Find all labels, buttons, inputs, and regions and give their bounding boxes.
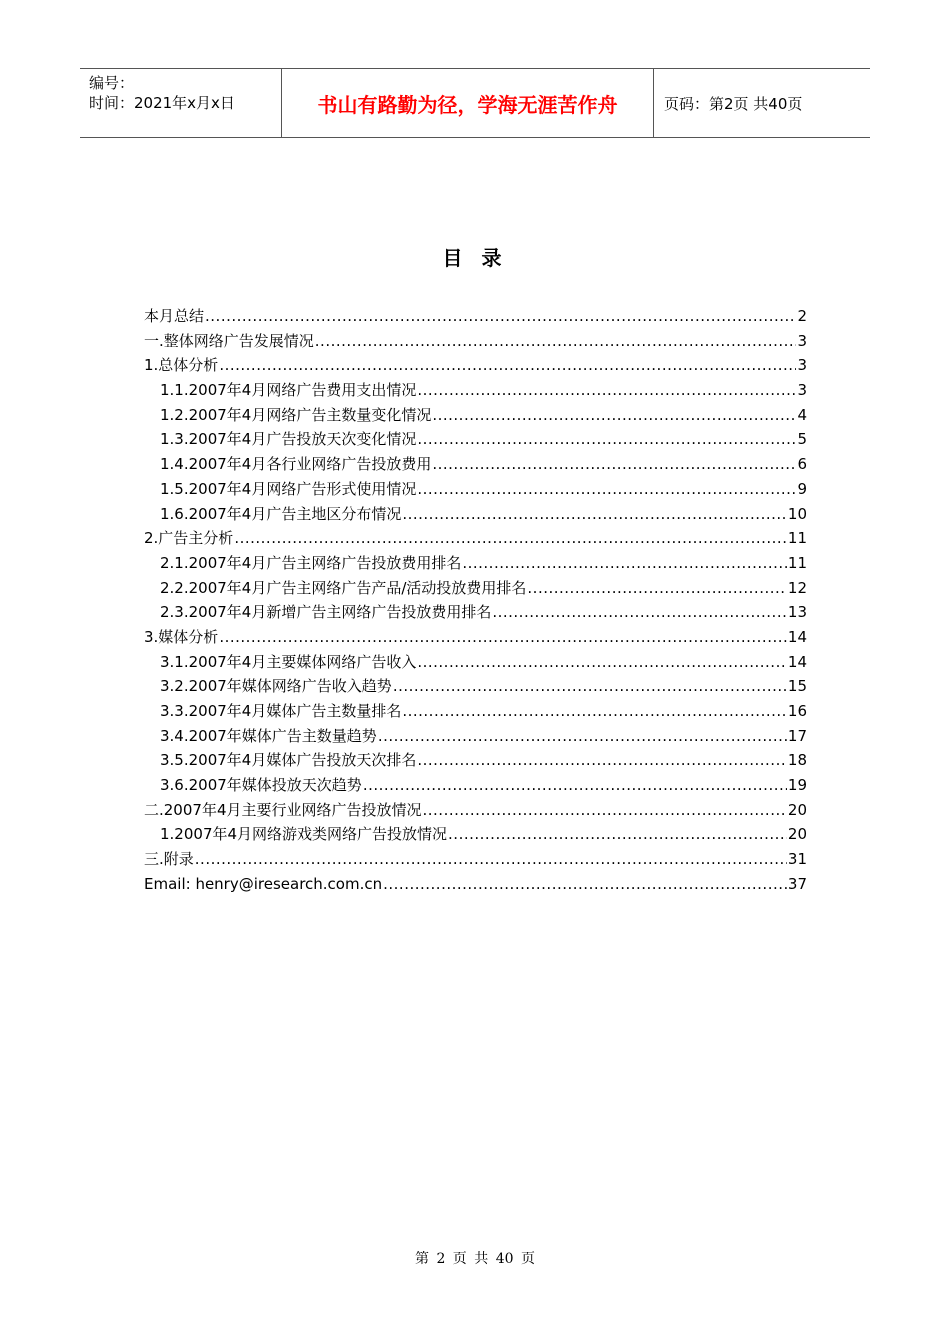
toc-entry-label: 3.4.2007年媒体广告主数量趋势 [160, 726, 377, 745]
toc-entry[interactable] [144, 329, 807, 354]
toc-entry[interactable] [144, 378, 807, 403]
toc-entry[interactable] [144, 699, 807, 724]
toc-entry-page: 17 [787, 726, 807, 745]
toc-dot-leader [492, 600, 787, 625]
toc-entry-label: 3.2.2007年媒体网络广告收入趋势 [160, 677, 392, 696]
toc-entry-label: 3.1.2007年4月主要媒体网络广告收入 [160, 652, 417, 671]
toc-entry-page: 11 [787, 529, 807, 548]
toc-entry-page: 6 [797, 455, 807, 474]
toc-entry-page: 16 [787, 702, 807, 720]
toc-dot-leader [363, 773, 787, 798]
toc-entry-page: 5 [797, 430, 807, 449]
toc-entry[interactable] [144, 477, 807, 502]
toc-entry-page: 12 [787, 578, 807, 597]
toc-entry-page: 3 [797, 356, 807, 375]
toc-entry-page: 4 [797, 405, 807, 424]
toc-dot-leader [234, 526, 787, 551]
toc-entry-label: 3.3.2007年4月媒体广告主数量排名 [160, 702, 402, 720]
toc-entry[interactable] [144, 822, 807, 847]
toc-dot-leader [432, 403, 796, 428]
time-label: 时间：2021年x月x日 [89, 94, 235, 112]
toc-entry-label: 2.3.2007年4月新增广告主网络广告投放费用排名 [160, 603, 492, 622]
toc-dot-leader [393, 674, 787, 699]
toc-entry-page: 20 [787, 825, 807, 844]
toc-entry-page: 13 [787, 603, 807, 622]
toc-entry[interactable] [144, 674, 807, 699]
toc-dot-leader [195, 847, 787, 872]
toc-entry-label: 2.1.2007年4月广告主网络广告投放费用排名 [160, 553, 462, 572]
toc-entry[interactable] [144, 847, 807, 872]
toc-dot-leader [417, 748, 787, 773]
toc-entry[interactable] [144, 798, 807, 823]
toc-entry-page: 19 [787, 776, 807, 795]
toc-entry[interactable] [144, 403, 807, 428]
toc-entry-page: 11 [787, 553, 807, 572]
toc-entry[interactable] [144, 452, 807, 477]
toc-entry-label: 1.2.2007年4月网络广告主数量变化情况 [160, 405, 432, 424]
toc-entry-page: 2 [797, 307, 807, 325]
toc-entry-label: Email: henry@iresearch.com.cn [144, 874, 383, 893]
toc-entry-label: 1.6.2007年4月广告主地区分布情况 [160, 504, 402, 523]
toc-entry[interactable] [144, 773, 807, 798]
toc-entry-page: 10 [787, 504, 807, 523]
toc-entry[interactable] [144, 625, 807, 650]
toc-entry-label: 三.附录 [144, 850, 194, 869]
toc-entry[interactable] [144, 427, 807, 452]
toc-entry-page: 15 [787, 677, 807, 696]
toc-dot-leader [315, 329, 797, 354]
toc-entry[interactable] [144, 650, 807, 675]
toc-entry-label: 1.1.2007年4月网络广告费用支出情况 [160, 381, 417, 400]
toc-dot-leader [402, 699, 787, 724]
toc-dot-leader [417, 477, 796, 502]
toc-entry-label: 2.广告主分析 [144, 529, 234, 548]
toc-entry-label: 2.2.2007年4月广告主网络广告产品/活动投放费用排名 [160, 578, 527, 597]
header-motto: 书山有路勤为径，学海无涯苦作舟 [282, 69, 654, 137]
toc-entry-page: 14 [787, 652, 807, 671]
header-meta [80, 69, 282, 137]
toc-entry-page: 18 [787, 751, 807, 770]
toc-entry-label: 3.媒体分析 [144, 627, 219, 646]
toc-entry-label: 二.2007年4月主要行业网络广告投放情况 [144, 800, 422, 819]
toc-entry-page: 3 [797, 331, 807, 350]
toc-dot-leader [417, 427, 796, 452]
toc-dot-leader [527, 576, 787, 601]
toc-entry-page: 9 [797, 479, 807, 498]
toc-dot-leader [417, 378, 796, 403]
toc-entry-page: 31 [787, 850, 807, 869]
toc-entry[interactable] [144, 304, 807, 329]
toc-dot-leader [417, 650, 787, 675]
toc-dot-leader [462, 551, 787, 576]
page-footer: 第 2 页 共 40 页 [415, 1251, 535, 1267]
toc-entry[interactable] [144, 526, 807, 551]
header-page-info: 页码：第2页 共40页 [664, 94, 803, 113]
toc-dot-leader [423, 798, 787, 823]
toc-entry-label: 1.2007年4月网络游戏类网络广告投放情况 [160, 825, 448, 844]
toc-entry-label: 1.3.2007年4月广告投放天次变化情况 [160, 430, 417, 449]
toc-entry[interactable] [144, 600, 807, 625]
toc-entry[interactable] [144, 551, 807, 576]
toc-dot-leader [378, 724, 787, 749]
toc-dot-leader [448, 822, 787, 847]
toc-entry[interactable] [144, 748, 807, 773]
toc-entry-label: 3.6.2007年媒体投放天次趋势 [160, 776, 362, 795]
toc-entry-label: 3.5.2007年4月媒体广告投放天次排名 [160, 751, 417, 770]
toc-dot-leader [205, 304, 796, 329]
toc-entry[interactable] [144, 353, 807, 378]
page-header [80, 68, 870, 138]
toc-dot-leader [219, 353, 796, 378]
toc-entry-label: 1.5.2007年4月网络广告形式使用情况 [160, 479, 417, 498]
toc-entry-page: 20 [787, 800, 807, 819]
toc-entry[interactable] [144, 872, 807, 897]
toc-entry-label: 一.整体网络广告发展情况 [144, 331, 314, 350]
toc-entry-page: 3 [797, 381, 807, 400]
toc-entry-label: 本月总结 [144, 307, 205, 325]
toc-entry-label: 1.4.2007年4月各行业网络广告投放费用 [160, 455, 432, 474]
toc-entry-page: 37 [787, 874, 807, 893]
number-label: 编号： [89, 74, 135, 92]
toc-title: 目 录 [442, 246, 508, 270]
toc-dot-leader [219, 625, 787, 650]
table-of-contents [144, 304, 807, 897]
toc-entry-page: 14 [787, 627, 807, 646]
toc-entry[interactable] [144, 502, 807, 527]
toc-dot-leader [402, 502, 787, 527]
toc-entry[interactable] [144, 724, 807, 749]
toc-dot-leader [383, 872, 787, 897]
toc-dot-leader [432, 452, 796, 477]
toc-entry[interactable] [144, 576, 807, 601]
toc-entry-label: 1.总体分析 [144, 356, 219, 375]
